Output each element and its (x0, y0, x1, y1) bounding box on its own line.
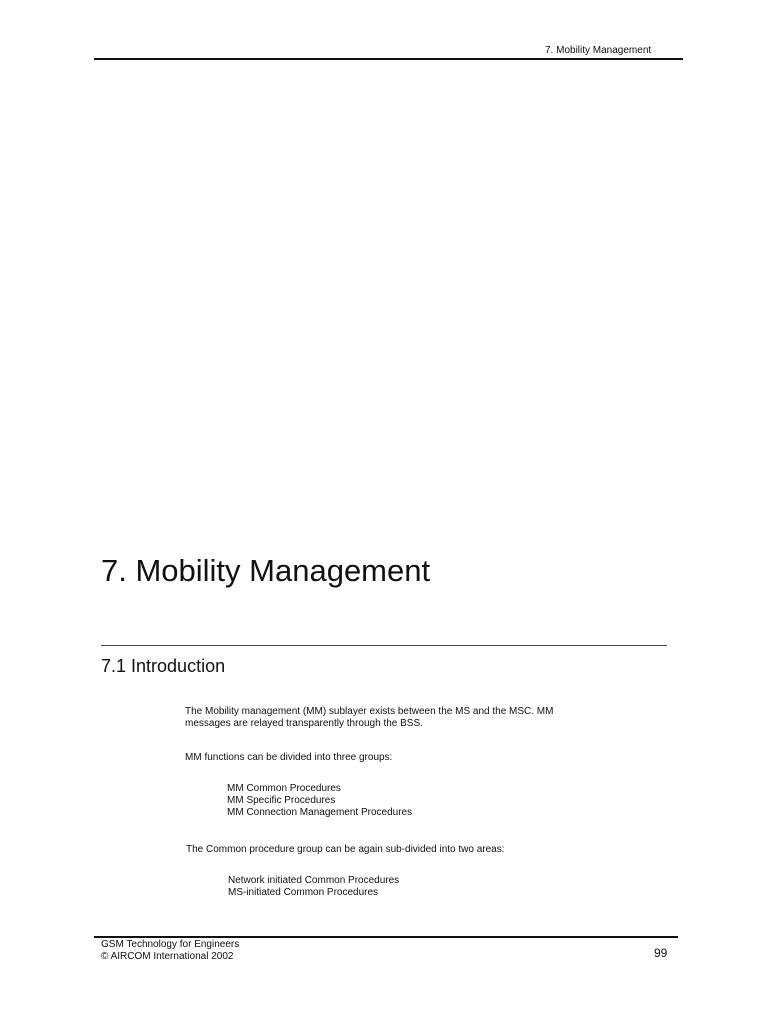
footer-copyright: © AIRCOM International 2002 (101, 951, 234, 962)
groups-intro-paragraph: MM functions can be divided into three groups: (185, 752, 393, 763)
running-header: 7. Mobility Management (545, 45, 652, 56)
mm-groups-list (227, 783, 412, 819)
list-item: MM Specific Procedures (227, 795, 336, 806)
chapter-title: 7. Mobility Management (101, 553, 431, 588)
footer-rule (94, 936, 678, 938)
common-procedures-paragraph: The Common procedure group can be again sub-divided into two areas: (186, 844, 505, 855)
footer-book-title: GSM Technology for Engineers (101, 939, 240, 950)
list-item: MS-initiated Common Procedures (228, 887, 379, 898)
common-procedure-areas-list (228, 875, 399, 899)
header-rule (94, 58, 683, 60)
list-item: MM Common Procedures (227, 783, 341, 794)
intro-paragraph-line-1: The Mobility management (MM) sublayer exists between the MS and the MSC. MM (185, 706, 554, 717)
list-item: MM Connection Management Procedures (227, 807, 413, 818)
intro-paragraph-line-2: messages are relayed transparently through the BSS. (185, 718, 423, 729)
footer-credits (101, 939, 239, 963)
chapter-rule (101, 645, 667, 646)
page-number: 99 (654, 946, 668, 960)
list-item: Network initiated Common Procedures (228, 875, 400, 886)
section-heading: 7.1 Introduction (101, 656, 226, 676)
